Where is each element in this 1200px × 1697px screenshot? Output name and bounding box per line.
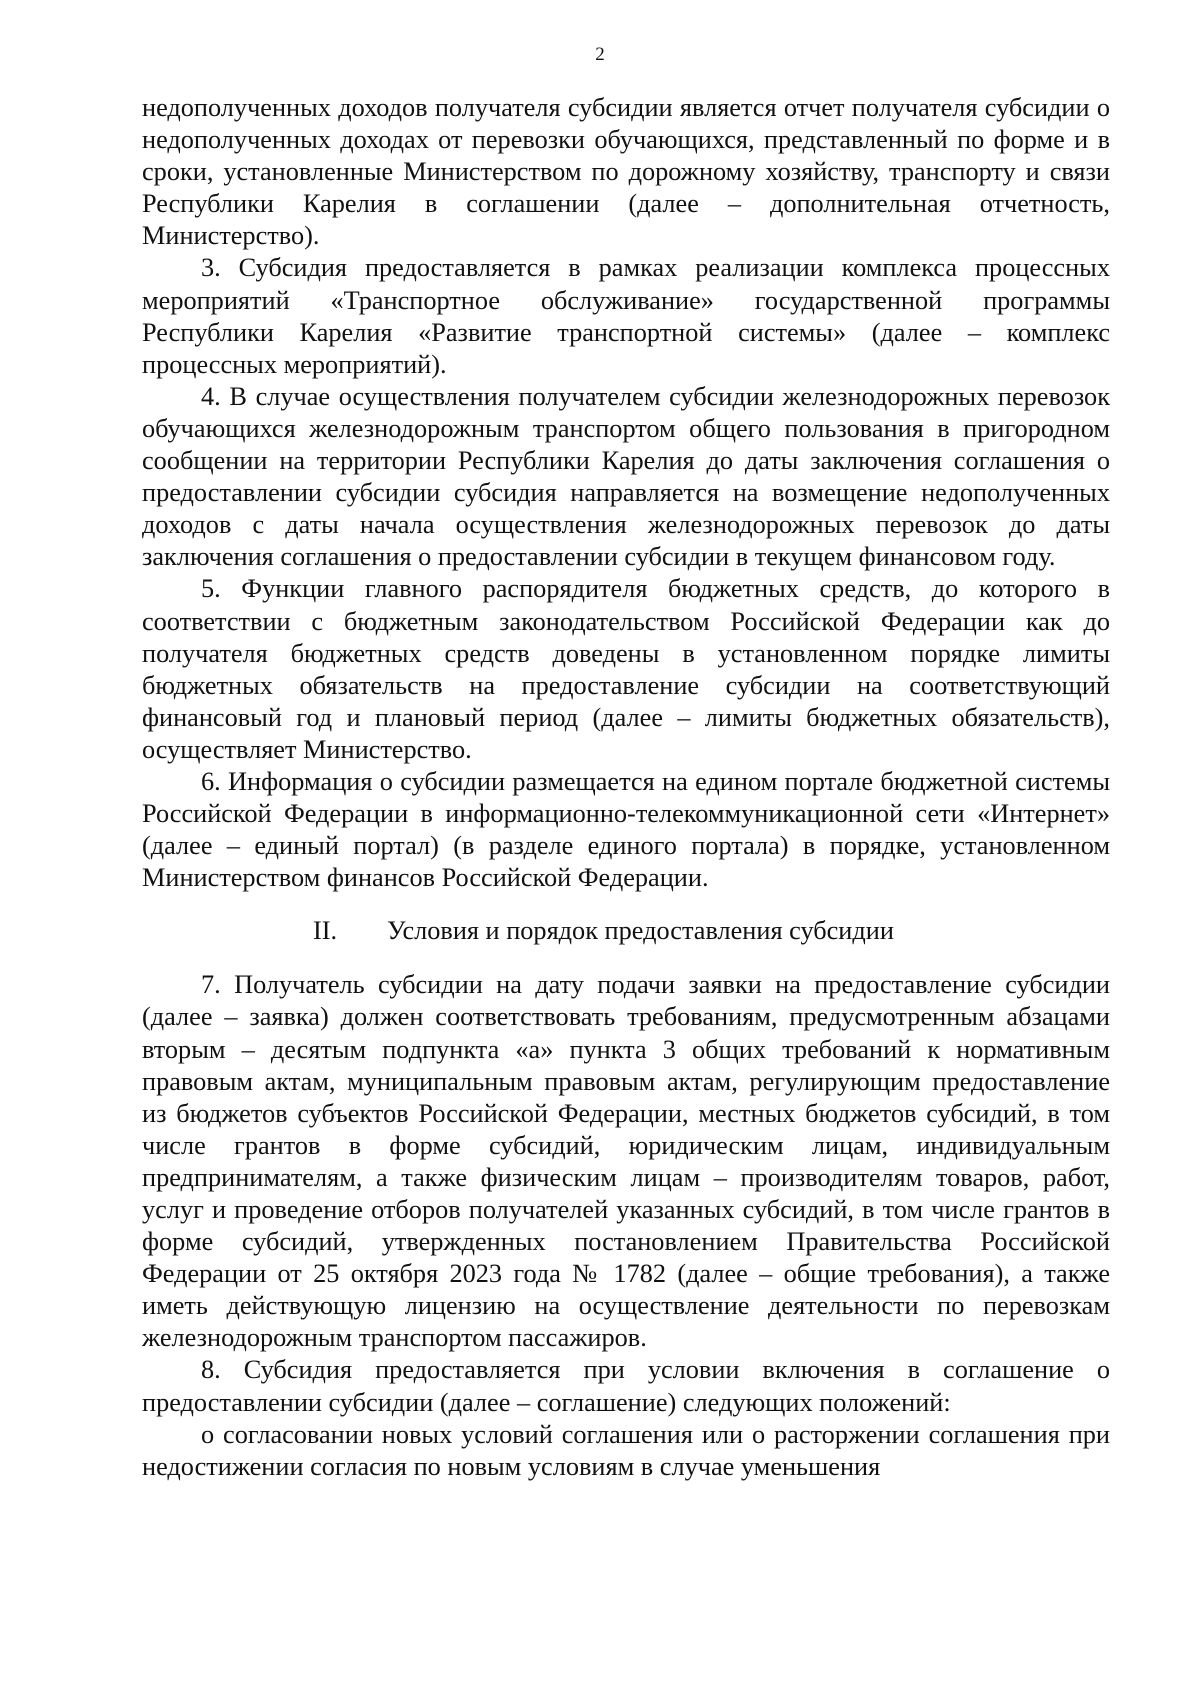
section-heading bbox=[142, 915, 1110, 947]
page-number: 2 bbox=[595, 44, 605, 65]
document-body bbox=[142, 92, 1110, 1483]
paragraph-continuation: недополученных доходов получателя субсидии является отчет получателя субсидии о недополученных доходах от перевозки обучающихся, представленный по форме и в сроки, установленные Министерством по дорожному хозяйству, транспорту и связи Республики Карелия в соглашении (далее – дополнительная отчетность, Министерство). bbox=[142, 93, 1110, 251]
paragraph-3: 3. Субсидия предоставляется в рамках реализации комплекса процессных мероприятий «Транспортное обслуживание» государственной программы Республики Карелия «Развитие транспортной системы» (далее – комплекс процессных мероприятий). bbox=[142, 253, 1110, 379]
paragraph-7: 7. Получатель субсидии на дату подачи заявки на предоставление субсидии (далее – заявка) должен соответствовать требованиям, предусмотренным абзацами вторым – десятым подпункта «а» пункта 3 общих требований к нормативным правовым актам, муниципальным правовым актам, регулирующим предоставление из бюджетов субъектов Российской Федерации, местных бюджетов субсидий, в том числе грантов в форме субсидий, юридическим лицам, индивидуальным предпринимателям, а также физическим лицам – производителям товаров, работ, услуг и проведение отборов получателей указанных субсидий, в том числе грантов в форме субсидий, утвержденных постановлением Правительства Российской Федерации от 25 октября 2023 года № 1782 (далее – общие требования), а также иметь действующую лицензию на осуществление деятельности по перевозкам железнодорожным транспортом пассажиров. bbox=[142, 970, 1110, 1353]
paragraph-8: 8. Субсидия предоставляется при условии включения в соглашение о предоставлении субсидии (далее – соглашение) следующих положений: bbox=[142, 1355, 1110, 1417]
paragraph-8-clause: о согласовании новых условий соглашения или о расторжении соглашения при недостижении согласия по новым условиям в случае уменьшения bbox=[142, 1419, 1110, 1481]
section-title: Условия и порядок предоставления субсидии bbox=[387, 916, 894, 946]
section-number: II. bbox=[313, 916, 338, 946]
paragraph-4: 4. В случае осуществления получателем субсидии железнодорожных перевозок обучающихся железнодорожным транспортом общего пользования в пригородном сообщении на территории Республики Карелия до даты заключения соглашения о предоставлении субсидии субсидия направляется на возмещение недополученных доходов с даты начала осуществления железнодорожных перевозок до даты заключения соглашения о предоставлении субсидии в текущем финансовом году. bbox=[142, 381, 1110, 572]
paragraph-6: 6. Информация о субсидии размещается на едином портале бюджетной системы Российской Федерации в информационно-телекоммуникационной сети «Интернет» (далее – единый портал) (в разделе единого портала) в порядке, установленном Министерством финансов Российской Федерации. bbox=[142, 766, 1110, 893]
paragraph-5: 5. Функции главного распорядителя бюджетных средств, до которого в соответствии с бюджетным законодательством Российской Федерации как до получателя бюджетных средств доведены в установленном порядке лимиты бюджетных обязательств на предоставление субсидии на соответствующий финансовый год и плановый период (далее – лимиты бюджетных обязательств), осуществляет Министерство. bbox=[142, 574, 1110, 764]
